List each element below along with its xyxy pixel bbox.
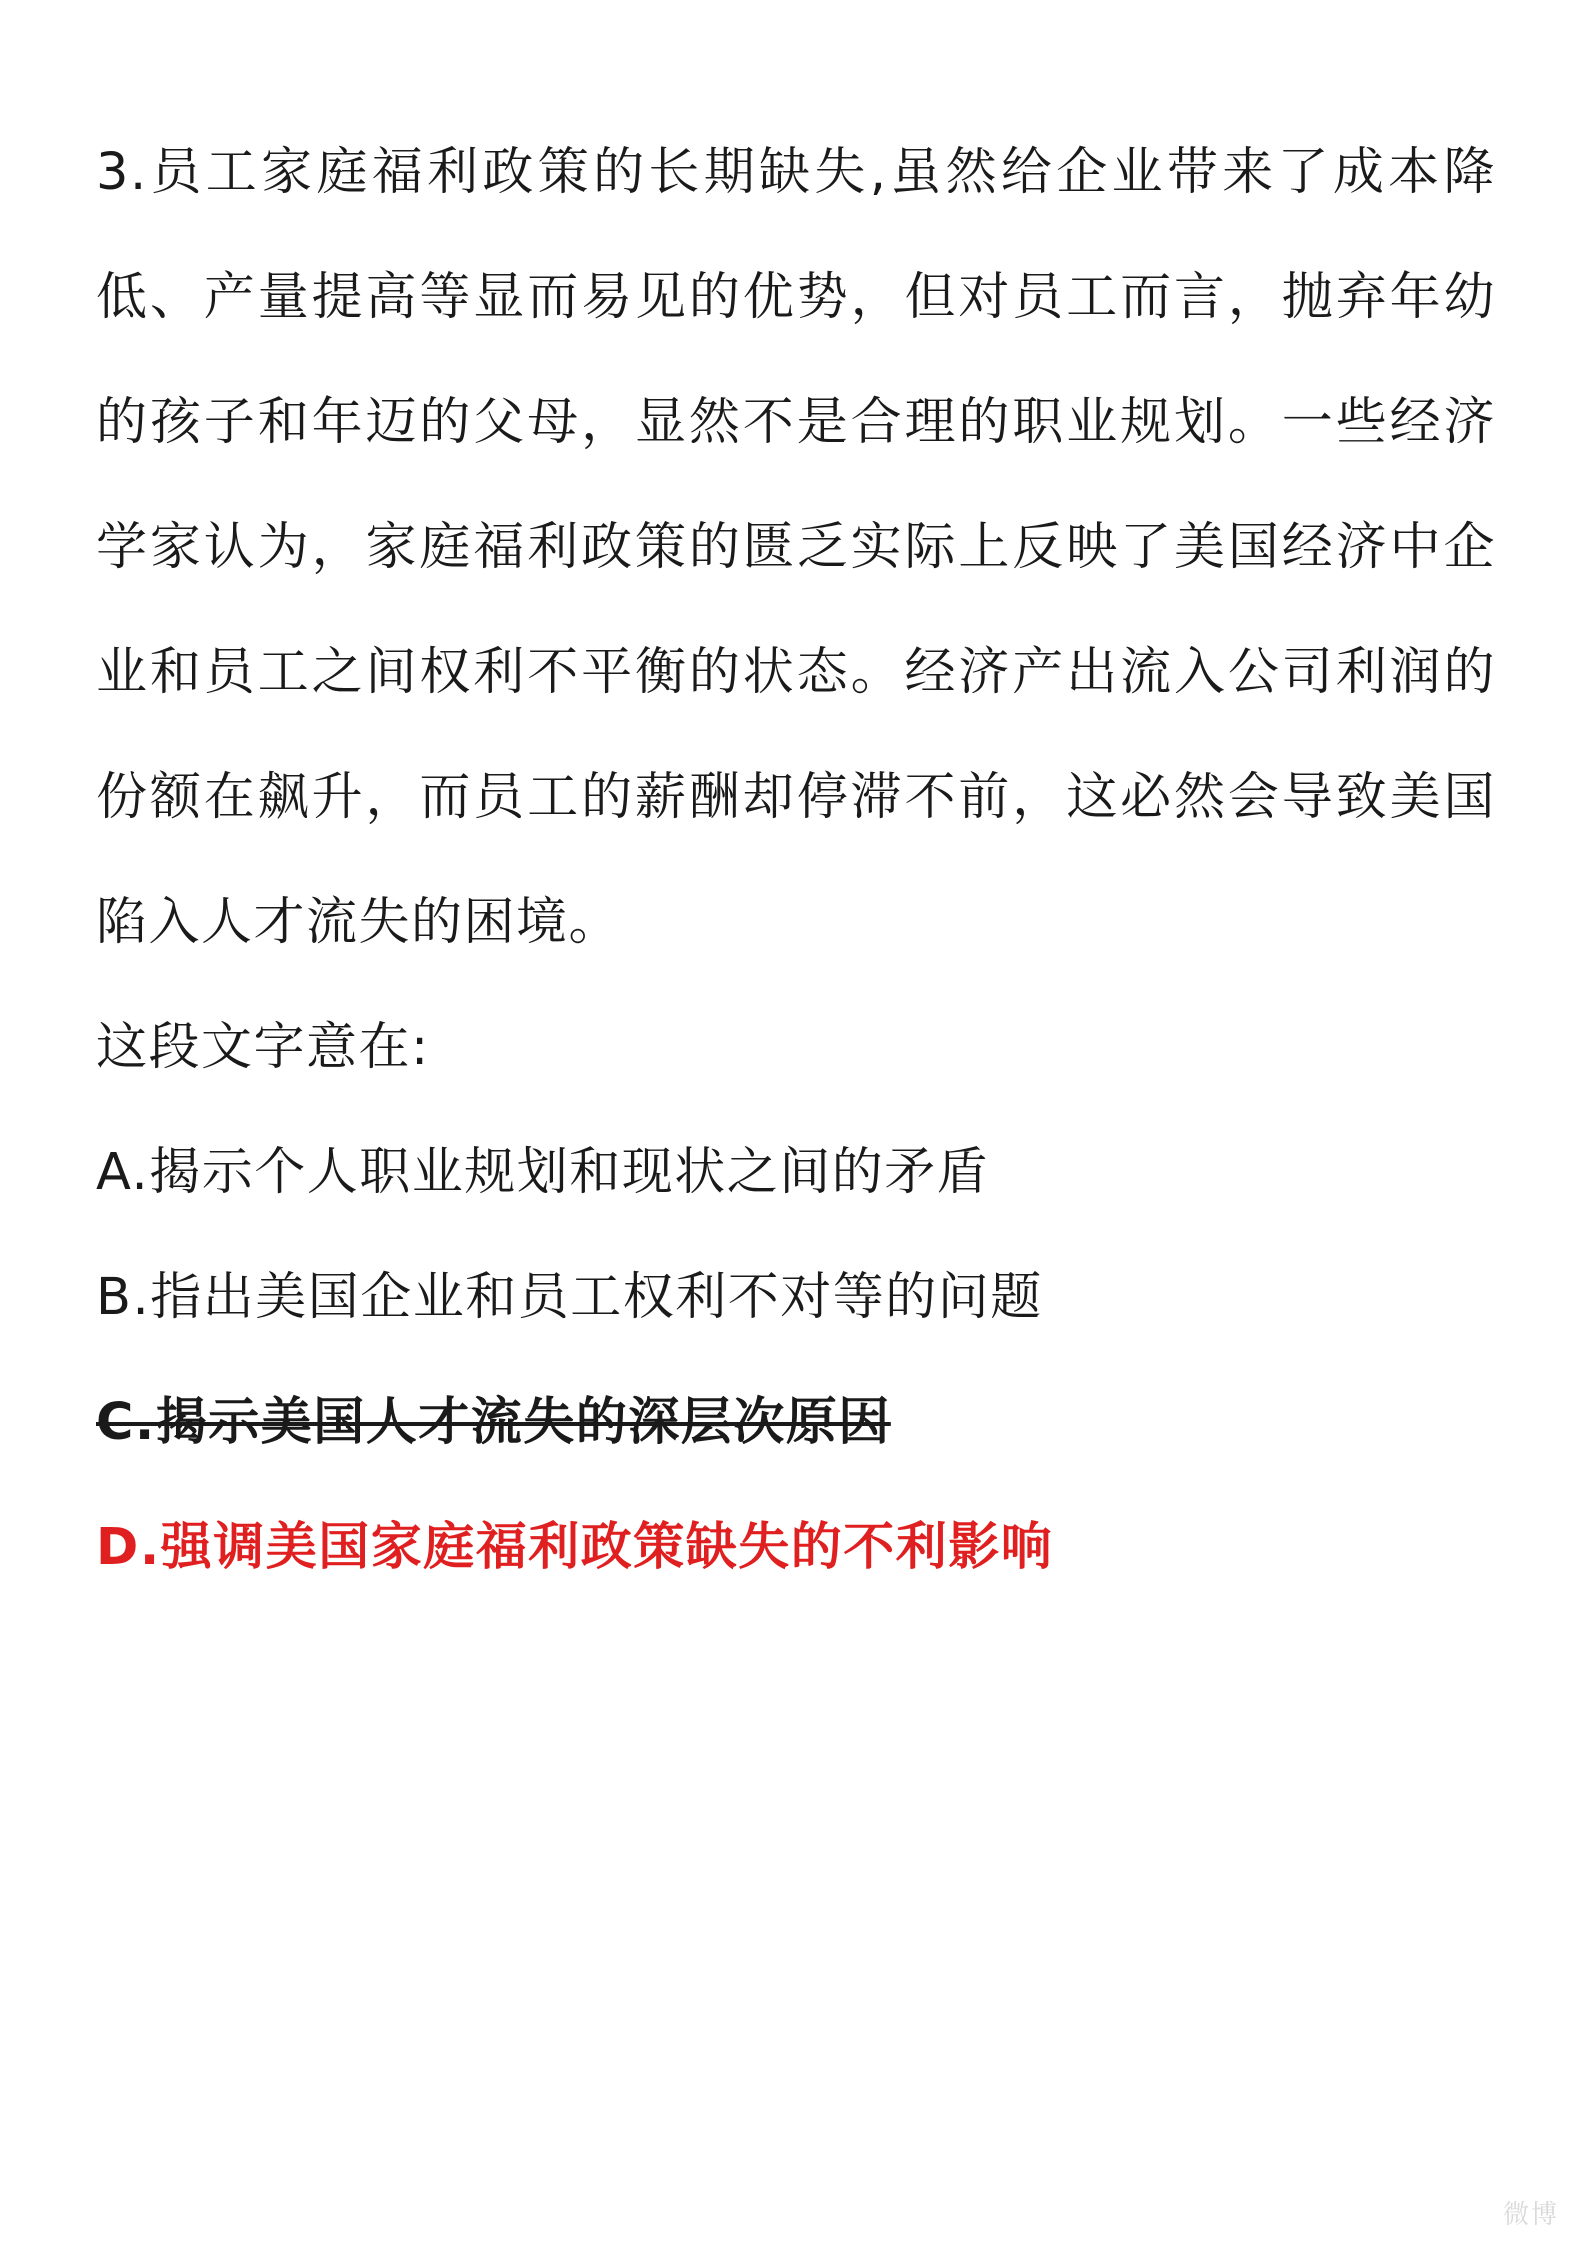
option-b: B.指出美国企业和员工权利不对等的问题 <box>96 1268 1043 1327</box>
question-card <box>96 0 1496 1610</box>
option-c-eliminated: C.揭示美国人才流失的深层次原因 <box>96 1393 891 1452</box>
watermark-logo: 微博 <box>1502 2200 1559 2230</box>
option-a: A.揭示个人职业规划和现状之间的矛盾 <box>96 1143 990 1202</box>
option-d-correct-answer: D.强调美国家庭福利政策缺失的不利影响 <box>96 1518 1054 1577</box>
option-list <box>96 1110 1496 1610</box>
question-passage: 3.员工家庭福利政策的长期缺失,虽然给企业带来了成本降低、产量提高等显而易见的优势，但对员工而言，抛弃年幼的孩子和年迈的父母，显然不是合理的职业规划。一些经济学家认为，家庭福利政策的匮乏实际上反映了美国经济中企业和员工之间权利不平衡的状态。经济产出流入公司利润的份额在飙升，而员工的薪酬却停滞不前，这必然会导致美国陷入人才流失的困境。 <box>96 143 1496 952</box>
question-prompt: 这段文字意在: <box>96 1018 430 1077</box>
